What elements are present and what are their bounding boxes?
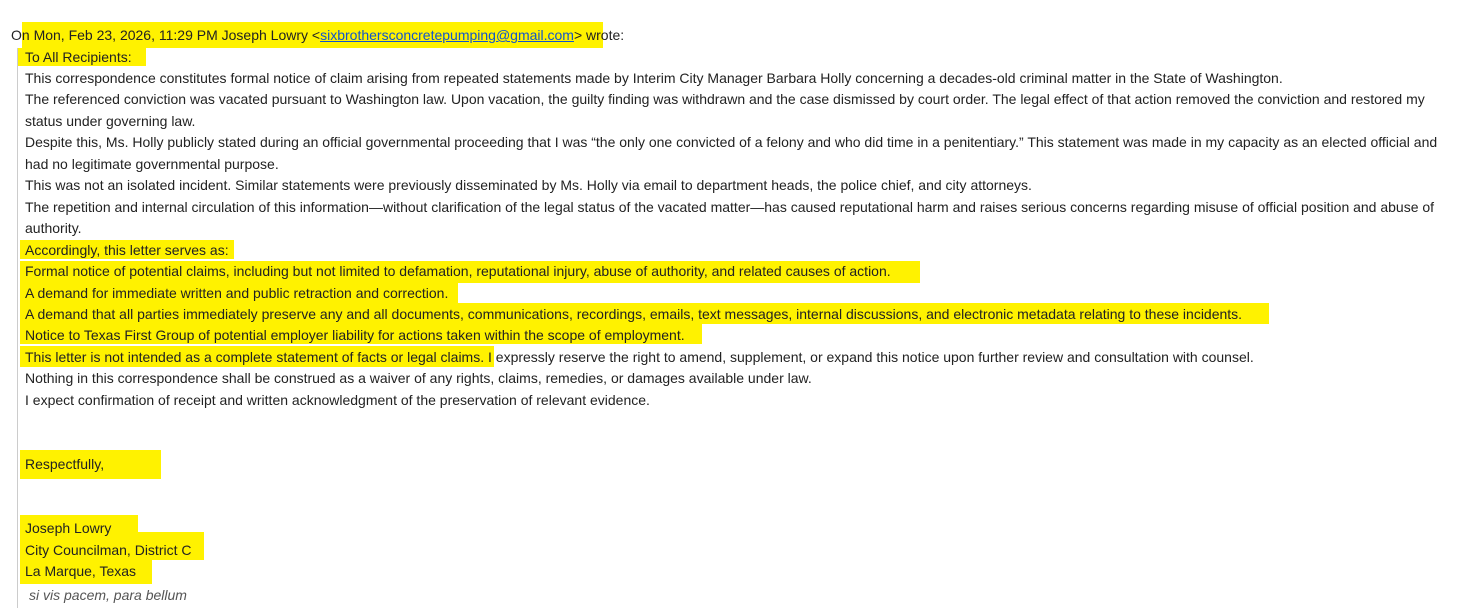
body-line: The referenced conviction was vacated pursuant to Washington law. Upon vacation, the guilty finding was withdrawn and the case dismissed by court order. The legal effect of that action removed the conviction and restored my [25, 91, 1425, 107]
body-line: Accordingly, this letter serves as: [25, 242, 229, 258]
body-line: This correspondence constitutes formal notice of claim arising from repeated statements made by Interim City Manager Barbara Holly concerning a decades-old criminal matter in the State of Washington. [25, 70, 1283, 86]
signature-location: La Marque, Texas [25, 563, 137, 579]
body-line-plain-part: I expressly reserve the right to amend, supplement, or expand this notice upon further review and consultation with counsel. [484, 349, 1254, 365]
body-line: A demand that all parties immediately preserve any and all documents, communications, recordings, emails, text messages, internal discussions, and electronic metadata relating to these incidents. [25, 306, 1243, 322]
sender-email-link[interactable]: sixbrothersconcretepumping@gmail.com [320, 27, 574, 43]
signature-motto: si vis pacem, para bellum [29, 587, 187, 603]
quote-header-suffix: > wrote: [573, 27, 625, 43]
body-line: A demand for immediate written and public retraction and correction. [25, 285, 449, 301]
body-line: had no legitimate governmental purpose. [25, 156, 279, 172]
closing: Respectfully, [25, 456, 105, 472]
body-line: This was not an isolated incident. Similar statements were previously disseminated by Ms. Holly via email to department heads, the police chief, and city attorneys. [25, 177, 1032, 193]
body-line: authority. [25, 220, 82, 236]
body-line-highlighted-part: This letter is not intended as a complete statement of facts or legal claims. [25, 349, 485, 365]
body-line: The repetition and internal circulation of this information—without clarification of the legal status of the vacated matter—has caused reputational harm and raises serious concerns regarding misuse of official position and abuse of [25, 199, 1435, 215]
quote-bar [17, 48, 18, 608]
body-line-mixed [25, 349, 1254, 366]
quote-header [11, 27, 624, 44]
body-line: I expect confirmation of receipt and written acknowledgment of the preservation of relevant evidence. [25, 392, 650, 408]
body-line: Nothing in this correspondence shall be construed as a waiver of any rights, claims, remedies, or damages available under law. [25, 370, 812, 386]
body-line: Formal notice of potential claims, including but not limited to defamation, reputational injury, abuse of authority, and related causes of action. [25, 263, 891, 279]
signature-name: Joseph Lowry [25, 520, 112, 536]
body-line: To All Recipients: [25, 49, 132, 65]
body-line: status under governing law. [25, 113, 196, 129]
signature-title: City Councilman, District C [25, 542, 192, 558]
quote-header-prefix: On Mon, Feb 23, 2026, 11:29 PM Joseph Lowry < [11, 27, 321, 43]
body-line: Notice to Texas First Group of potential employer liability for actions taken within the scope of employment. [25, 327, 685, 343]
body-line: Despite this, Ms. Holly publicly stated during an official governmental proceeding that I was “the only one convicted of a felony and who did time in a penitentiary.” This statement was made in my capacity as an elected official and [25, 134, 1438, 150]
